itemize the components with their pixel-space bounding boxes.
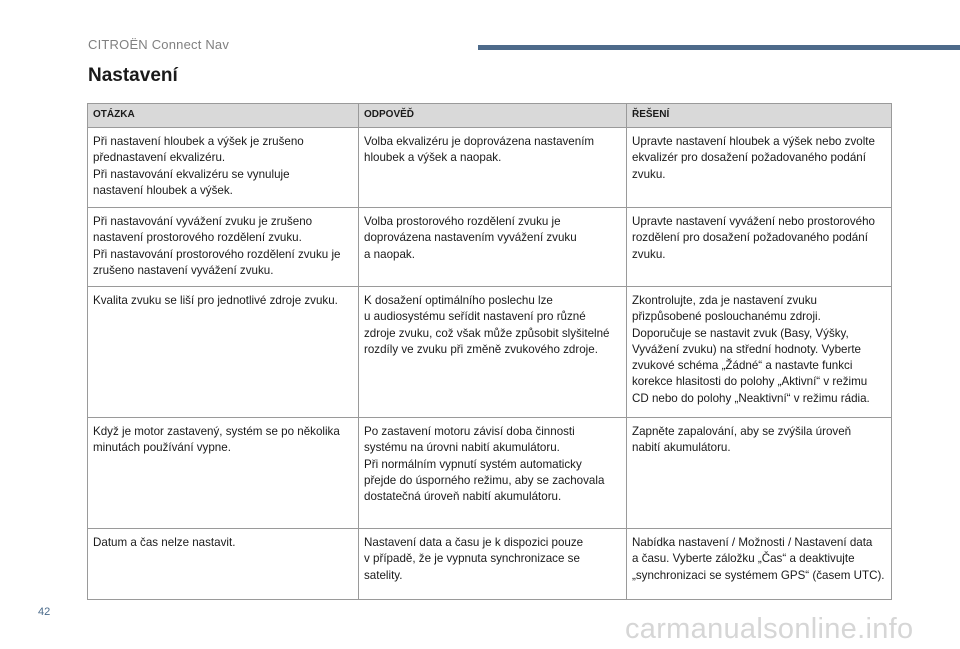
answer-cell: Volba ekvalizéru je doprovázena nastavením hloubek a výšek a naopak. — [359, 128, 627, 208]
question-cell: Při nastavení hloubek a výšek je zrušeno přednastavení ekvalizéru. Při nastavování ekvalizéru se vynuluje nastavení hloubek a výšek. — [88, 128, 359, 208]
question-cell: Při nastavování vyvážení zvuku je zrušeno nastavení prostorového rozdělení zvuku. Při nastavování prostorového rozdělení zvuku je zrušeno nastavení vyvážení zvuku. — [88, 208, 359, 287]
answer-cell: K dosažení optimálního poslechu lze u audiosystému seřídit nastavení pro různé zdroje zvuku, což však může způsobit slyšitelné rozdíly ve zvuku při změně zvukového zdroje. — [359, 287, 627, 418]
solution-cell: Zkontrolujte, zda je nastavení zvuku přizpůsobené poslouchanému zdroji. Doporučuje se nastavit zvuk (Basy, Výšky, Vyvážení zvuku) na střední hodnoty. Vyberte zvukové schéma „Žádné“ a nastavte funkci korekce hlasitosti do polohy „Aktivní“ v režimu CD nebo do polohy „Neaktivní“ v režimu rádia. — [627, 287, 892, 418]
question-cell: Datum a čas nelze nastavit. — [88, 529, 359, 600]
table-row — [88, 287, 892, 418]
solution-cell: Upravte nastavení hloubek a výšek nebo zvolte ekvalizér pro dosažení požadovaného podání zvuku. — [627, 128, 892, 208]
table-header-row — [88, 104, 892, 128]
column-header-question: OTÁZKA — [88, 104, 359, 128]
answer-cell: Nastavení data a času je k dispozici pouze v případě, že je vypnuta synchronizace se satelity. — [359, 529, 627, 600]
answer-cell: Po zastavení motoru závisí doba činnosti systému na úrovni nabití akumulátoru. Při normálním vypnutí systém automaticky přejde do úsporného režimu, aby se zachovala dostatečná úroveň nabití akumulátoru. — [359, 418, 627, 529]
table-row — [88, 208, 892, 287]
table-row — [88, 128, 892, 208]
faq-table — [87, 103, 892, 600]
brand-accent-bar — [478, 45, 960, 50]
brand-title: CITROËN Connect Nav — [88, 37, 230, 52]
answer-cell: Volba prostorového rozdělení zvuku je doprovázena nastavením vyvážení zvuku a naopak. — [359, 208, 627, 287]
page-title: Nastavení — [88, 65, 178, 86]
question-cell: Když je motor zastavený, systém se po několika minutách používání vypne. — [88, 418, 359, 529]
solution-cell: Zapněte zapalování, aby se zvýšila úroveň nabití akumulátoru. — [627, 418, 892, 529]
column-header-solution: ŘEŠENÍ — [627, 104, 892, 128]
column-header-answer: ODPOVĚĎ — [359, 104, 627, 128]
solution-cell: Nabídka nastavení / Možnosti / Nastavení data a času. Vyberte záložku „Čas“ a deaktivujte „synchronizaci se systémem GPS“ (časem UTC). — [627, 529, 892, 600]
watermark: carmanualsonline.info — [625, 613, 914, 645]
table-row — [88, 418, 892, 529]
question-cell: Kvalita zvuku se liší pro jednotlivé zdroje zvuku. — [88, 287, 359, 418]
solution-cell: Upravte nastavení vyvážení nebo prostorového rozdělení pro dosažení požadovaného podání zvuku. — [627, 208, 892, 287]
table-row — [88, 529, 892, 600]
page-number: 42 — [38, 606, 51, 618]
